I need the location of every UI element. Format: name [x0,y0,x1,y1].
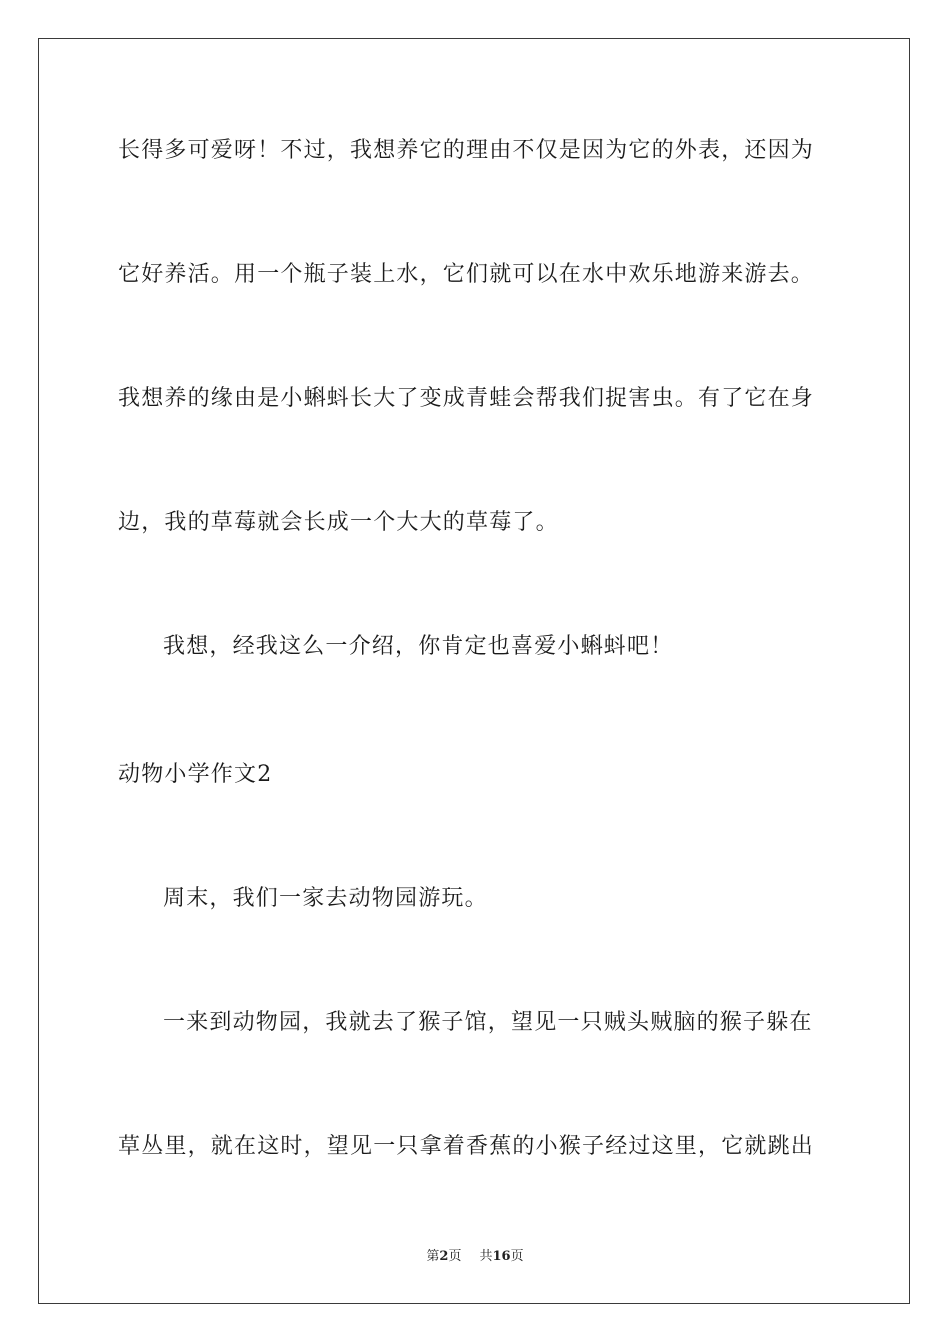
paragraph-line-6: 周末，我们一家去动物园游玩。 [163,886,488,911]
paragraph-line-3: 我想养的缘由是小蝌蚪长大了变成青蛙会帮我们捉害虫。有了它在身 [118,386,815,411]
page-footer [0,1248,950,1266]
footer-page-number: 2 [439,1249,449,1264]
paragraph-line-8: 草丛里，就在这时，望见一只拿着香蕉的小猴子经过这里，它就跳出 [118,1134,815,1159]
paragraph-line-7: 一来到动物园，我就去了猴子馆，望见一只贼头贼脑的猴子躲在 [163,1010,813,1035]
paragraph-line-2: 它好养活。用一个瓶子装上水，它们就可以在水中欢乐地游来游去。 [118,262,815,287]
paragraph-line-4: 边，我的草莓就会长成一个大大的草莓了。 [118,510,559,535]
footer-total-pages: 16 [492,1249,511,1264]
paragraph-line-5: 我想，经我这么一介绍，你肯定也喜爱小蝌蚪吧！ [163,634,674,659]
footer-total-prefix: 共 [479,1249,493,1264]
footer-total-suffix: 页 [510,1249,524,1264]
footer-page-suffix: 页 [448,1249,462,1264]
paragraph-line-1: 长得多可爱呀！不过，我想养它的理由不仅是因为它的外表，还因为 [118,138,815,163]
section-heading: 动物小学作文2 [118,762,273,787]
page-border [38,38,910,1304]
footer-page-prefix: 第 [426,1249,440,1264]
